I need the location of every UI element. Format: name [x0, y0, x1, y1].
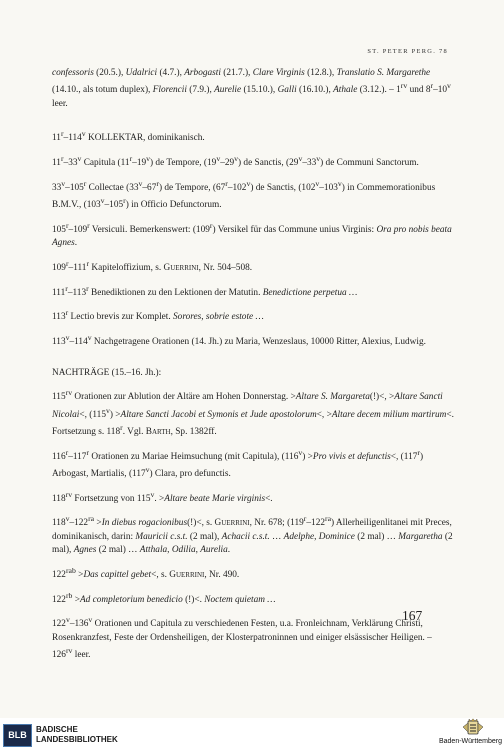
paragraph-kollektar: 11$^r$–114$^v$ KOLLEKTAR, dominikanisch. [52, 129, 205, 144]
blb-logo[interactable]: BLB [3, 724, 32, 747]
library-name[interactable] [36, 725, 118, 745]
paragraph-versiculi: 105$^r$–109$^r$ Versiculi. Bemerkenswert: (109$^r$) Versikel für das Commune unius Virginis: Ora pro nobis beata Agnes. [52, 220, 452, 249]
region-name[interactable]: Baden-Württemberg [438, 738, 502, 745]
paragraph-115: $115^{rv}$ Orationen zur Ablution der Altäre am Hohen Donnerstag. >Altare S. Margareta(!)<, >Altare Sancti Nicolai<, $(115^v)$ >Altare Sancti Jacobi et Symonis et Jude apostolorum<, >Altare decem milium martirum<. Fortsetzung s. 118$^r$. Vgl. Barth, Sp. 1382ff. [52, 388, 454, 438]
paragraph-collectae: 33$^v$–105$^r$ Collectae (33$^v$–67$^r$) de Tempore, (67$^r$–102$^v$) de Sanctis, (102$^v$–103$^v$) in Commemorationibus B.M.V., (103$^v$–105$^r$) in Officio Defunctorum. [52, 178, 436, 211]
paragraph-116-117: 116$^r$–117$^r$ Orationen zu Mariae Heimsuchung (mit Capitula), $(116^v) >Pro$ vivis et defunctis<, (117$^r$) Arbogast, Martialis, (117$^v$) Clara, pro defunctis. [52, 447, 424, 480]
paragraph-118: $118^{rv}$ Fortsetzung von $115^v$. >Altare beate Marie virginis<. [52, 489, 273, 504]
page-number: 167 [402, 608, 423, 623]
library-name-line2: LANDESBIBLIOTHEK [36, 735, 118, 744]
paragraph-benediktionen: 111$^r$–113$^r$ Benediktionen zu den Lektionen der Matutin. Benedictione perpetua … [52, 283, 358, 298]
paragraph-capitula: 11$^r$–33$^v$ Capitula (11$^r$–19$^v$) de Tempore, (19$^v$–29$^v$) de Sanctis, (29$^v$–33$^v$) de Communi Sanctorum. [52, 154, 419, 169]
paragraph-118-122: $118^v-122^{ra} >In$ diebus rogacionibus(!)<, s. Guerrini, Nr. 678; $(119^r-122^{ra})$ Allerheiligenlitanei mit Preces, dominikanisch, darin: Mauricii c.s.t. (2 mal), Achacii c.s.t. … Adelphe, Dominice (2 mal) … Margaretha (2 mal), Agnes (2 mal) … Atthala, Odilia, Aurelia. [52, 514, 453, 556]
catalog-entry-body [52, 67, 454, 670]
paragraph-lectio-brevis: 113$^r$ Lectio brevis zur Komplet. Sorores, sobrie estote … [52, 308, 264, 323]
paragraph-nachgetragene-orationen: 113$^v$–114$^v$ Nachgetragene Orationen (14. Jh.) zu Maria, Wenzeslaus, 10000 Ritter, Alexius, Ludwig. [52, 332, 426, 347]
coat-of-arms-icon [461, 718, 485, 738]
paragraph-122-136: 122$^v$–136$^v$ Orationen und Capitula zu verschiedenen Festen, u.a. Fronleichnam, Verklärung Christi, Rosenkranzfest, Feste der Ordensheiligen, der Klosterpatroninnen und einiger elsässischer Heiligen. – $126^{rv}$ leer. [52, 615, 432, 661]
paragraph-122rb: $122^{rb} >Ad$ completorium benedicio (!)<. Noctem quietam … [52, 590, 276, 605]
running-head: ST. PETER PERG. 78 [367, 48, 448, 55]
paragraph-feasts: confessoris (20.5.), Udalrici (4.7.), Arbogasti (21.7.), Clare Virginis (12.8.), Translatio S. Margarethe (14.10., als totum duplex), Florencii (7.9.), Aurelie (15.10.), Galli (16.10.), Athale (3.12.). – $1^{rv}$ und 8$^r$–10$^v$ leer. [52, 68, 451, 109]
paragraph-122rab: $122^{rab} >Das$ capittel gebet<, s. Guerrini, Nr. 490. [52, 565, 240, 580]
paragraph-kapiteloffizium: 109$^r$–111$^r$ Kapiteloffizium, s. Guerrini, Nr. 504–508. [52, 258, 253, 273]
section-heading-nachtraege: NACHTRÄGE (15.–16. Jh.): [52, 367, 162, 378]
library-name-line1: BADISCHE [36, 725, 78, 734]
